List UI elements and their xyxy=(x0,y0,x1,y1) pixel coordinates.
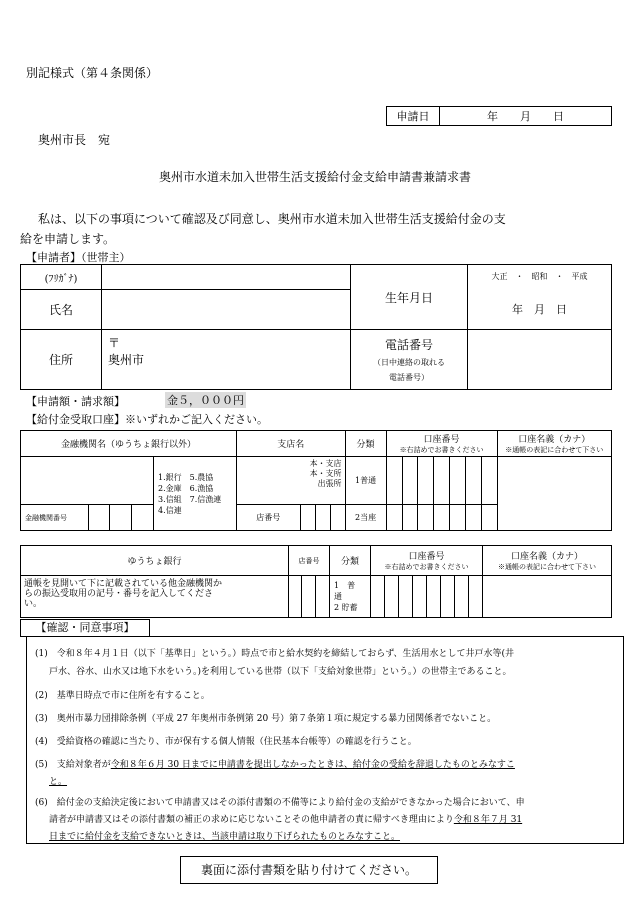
postal-mark: 〒 xyxy=(108,336,121,350)
yucho-account-table xyxy=(20,545,612,618)
yucho-holder-note: ※通帳の表記に合わせて下さい xyxy=(498,563,596,571)
consent-item-6-deadline: 令和８年７月 31 xyxy=(453,815,523,825)
consent-item-5-line2: と。 xyxy=(49,777,68,787)
yucho-account-digit[interactable] xyxy=(385,576,399,618)
birthdate-field[interactable] xyxy=(468,265,612,330)
account-holder-header-note: ※通帳の表記に合わせて下さい xyxy=(505,446,604,454)
account-number-header-label: 口座番号 xyxy=(423,435,460,445)
account-digit-cell[interactable] xyxy=(386,457,402,505)
yucho-account-digit[interactable] xyxy=(441,576,455,618)
yucho-account-digit[interactable] xyxy=(399,576,413,618)
yucho-holder-header xyxy=(483,546,612,576)
consent-item-5-deadline: 令和８年６月 30 日までに申請書を提出しなかったときは、給付金の受給を辞退したものとみなすこ xyxy=(110,760,515,770)
consent-item-6-line1: (6) 給付金の支給決定後において申請書又はその添付書類の不備等により給付金の支給ができなかった場合において、申 xyxy=(35,798,525,808)
addressee: 奥州市長 宛 xyxy=(38,133,111,147)
institution-type-line1: 1.銀行 5.農協 xyxy=(158,472,214,482)
furigana-label: (ﾌﾘｶﾞﾅ) xyxy=(21,265,102,290)
yucho-type-header: 分類 xyxy=(330,546,371,576)
yucho-account-digit[interactable] xyxy=(413,576,427,618)
consent-item-6-line3: 日までに給付金を支給できないときは、当該申請は取り下げられたものとみなすこと。 xyxy=(49,832,401,842)
bank-code-digit[interactable] xyxy=(132,505,154,531)
branch-option-2: 本・支所 xyxy=(309,469,342,478)
application-date-label: 申請日 xyxy=(387,107,440,126)
yucho-instruction xyxy=(21,576,289,618)
yucho-account-number-label: 口座番号 xyxy=(408,552,445,562)
form-title: 奥州市水道未加入世帯生活支援給付金支給申請書兼請求書 xyxy=(158,170,471,184)
amount-value: 金５，０００円 xyxy=(167,394,244,407)
branch-code-digit[interactable] xyxy=(315,505,330,531)
account-digit-cell[interactable] xyxy=(449,505,465,531)
account-digit-cell[interactable] xyxy=(386,505,402,531)
institution-type-line4: 4.信連 xyxy=(158,505,182,515)
account-digit-cell[interactable] xyxy=(402,457,417,505)
consent-item-5-prefix: (5) 支給対象者が xyxy=(35,760,111,770)
account-holder-header-label: 口座名義（カナ） xyxy=(518,435,591,445)
bank-code-digit[interactable] xyxy=(89,505,110,531)
institution-type-line3: 3.信組 7.信漁連 xyxy=(158,494,222,504)
account-digit-cell[interactable] xyxy=(417,457,433,505)
yucho-type-1a: 1 普 xyxy=(334,581,356,590)
yucho-account-digit[interactable] xyxy=(455,576,469,618)
amount-label: 【申請額・請求額】 xyxy=(26,395,125,408)
branch-name-field[interactable] xyxy=(237,457,346,505)
account-digit-cell[interactable] xyxy=(465,457,481,505)
yucho-type-options[interactable] xyxy=(330,576,371,618)
branch-option-1: 本・支店 xyxy=(309,459,342,468)
yucho-account-digit[interactable] xyxy=(427,576,441,618)
yucho-branch-digit[interactable] xyxy=(316,576,330,618)
account-type-header: 分類 xyxy=(345,431,386,457)
phone-note-line2: 電話番号） xyxy=(389,373,429,382)
account-digit-cell[interactable] xyxy=(481,505,497,531)
consent-item-3: (3) 奥州市暴力団排除条例（平成 27 年奥州市条例第 20 号）第７条第１項に規定する暴力団関係者でないこと。 xyxy=(35,714,497,724)
form-reference: 別記様式（第４条関係） xyxy=(26,66,159,80)
birthdate-label: 生年月日 xyxy=(351,265,468,330)
yucho-holder-field[interactable] xyxy=(483,576,612,618)
bank-name-field[interactable] xyxy=(21,457,154,505)
bank-name-header: 金融機関名（ゆうちょ銀行以外） xyxy=(21,431,237,457)
yucho-branch-no-header: 店番号 xyxy=(289,546,330,576)
consent-box xyxy=(26,636,624,844)
attachment-note: 裏面に添付書類を貼り付けてください。 xyxy=(180,856,438,884)
account-number-header xyxy=(386,431,497,457)
yucho-account-digit[interactable] xyxy=(469,576,483,618)
intro-text-line1: 私は、以下の事項について確認及び同意し、奥州市水道未加入世帯生活支援給付金の支 xyxy=(38,212,506,226)
address-label: 住所 xyxy=(21,330,102,390)
branch-code-digit[interactable] xyxy=(300,505,315,531)
consent-item-6-line2-prefix: 請者が申請書又はその添付書類の補正の求めに応じないことその他申請者の責に帰すべき理由により xyxy=(49,815,454,825)
branch-name-header: 支店名 xyxy=(237,431,346,457)
consent-item-1-line2: 戸水、谷水、山水又は地下水をいう。)を利用している世帯（以下「支給対象世帯」という。）の世帯主であること。 xyxy=(49,667,512,677)
yucho-type-1b: 通 xyxy=(334,592,342,601)
yucho-type-2: 2 貯蓄 xyxy=(334,603,358,612)
consent-item-1-line1: (1) 令和８年４月１日（以下「基準日」という。）時点で市と給水契約を締結しておらず、生活用水として井戸水等(井 xyxy=(35,649,515,659)
furigana-field[interactable] xyxy=(102,265,351,290)
name-label: 氏名 xyxy=(21,290,102,330)
account-holder-header xyxy=(497,431,611,457)
applicant-table xyxy=(20,264,612,390)
phone-label-cell xyxy=(351,330,468,390)
name-field[interactable] xyxy=(102,290,351,330)
bank-code-digit[interactable] xyxy=(110,505,132,531)
branch-option-3: 出張所 xyxy=(317,479,342,488)
phone-label: 電話番号 xyxy=(384,338,433,352)
bank-account-table xyxy=(20,430,612,531)
account-digit-cell[interactable] xyxy=(417,505,433,531)
branch-code-label: 店番号 xyxy=(237,505,301,531)
application-date-field[interactable]: 年 月 日 xyxy=(440,107,612,126)
account-type-ordinary[interactable]: 1普通 xyxy=(345,457,386,505)
account-digit-cell[interactable] xyxy=(433,505,449,531)
yucho-account-digit[interactable] xyxy=(371,576,385,618)
account-digit-cell[interactable] xyxy=(449,457,465,505)
phone-field[interactable] xyxy=(468,330,612,390)
yucho-instruction-line2: らの振込受取用の記号・番号を記入してくださ xyxy=(24,589,214,599)
consent-item-5-line1 xyxy=(35,757,515,770)
consent-item-6-line2 xyxy=(49,812,522,825)
application-date-box xyxy=(386,106,612,126)
account-holder-field[interactable] xyxy=(497,457,611,531)
account-type-current[interactable]: 2当座 xyxy=(345,505,386,531)
consent-item-4: (4) 受給資格の確認に当たり、市が保有する個人情報（住民基本台帳等）の確認を行うこと。 xyxy=(35,737,417,747)
institution-type-options[interactable] xyxy=(154,457,237,531)
yucho-holder-label: 口座名義（カナ） xyxy=(510,552,583,562)
yucho-account-number-header xyxy=(371,546,483,576)
address-prefill: 奥州市 xyxy=(108,353,145,367)
phone-note-line1: （日中連絡の取れる xyxy=(373,358,445,367)
account-digit-cell[interactable] xyxy=(465,505,481,531)
intro-text-line2: 給を申請します。 xyxy=(20,232,116,246)
address-field[interactable] xyxy=(102,330,351,390)
account-digit-cell[interactable] xyxy=(481,457,497,505)
yucho-instruction-line3: い。 xyxy=(24,599,43,609)
institution-type-line2: 2.金庫 6.漁協 xyxy=(158,483,214,493)
birthdate-value: 年 月 日 xyxy=(512,303,567,316)
consent-item-2: (2) 基準日時点で市に住所を有すること。 xyxy=(35,691,210,701)
applicant-section-label: 【申請者】（世帯主） xyxy=(26,251,131,264)
yucho-instruction-line1: 通帳を見開いて下に記載されている他金融機関か xyxy=(24,579,223,589)
era-options[interactable]: 大正 ・ 昭和 ・ 平成 xyxy=(491,272,588,281)
yucho-header: ゆうちょ銀行 xyxy=(21,546,289,576)
bank-section-label: 【給付金受取口座】※いずれかご記入ください。 xyxy=(26,413,268,426)
yucho-branch-digit[interactable] xyxy=(302,576,316,618)
account-number-header-note: ※右詰めでお書きください xyxy=(399,446,484,454)
account-digit-cell[interactable] xyxy=(433,457,449,505)
consent-section-label: 【確認・同意事項】 xyxy=(20,619,150,637)
branch-code-digit[interactable] xyxy=(330,505,345,531)
yucho-account-number-note: ※右詰めでお書きください xyxy=(384,563,469,571)
account-digit-cell[interactable] xyxy=(402,505,417,531)
bank-code-label: 金融機関番号 xyxy=(21,505,89,531)
yucho-branch-digit[interactable] xyxy=(289,576,302,618)
